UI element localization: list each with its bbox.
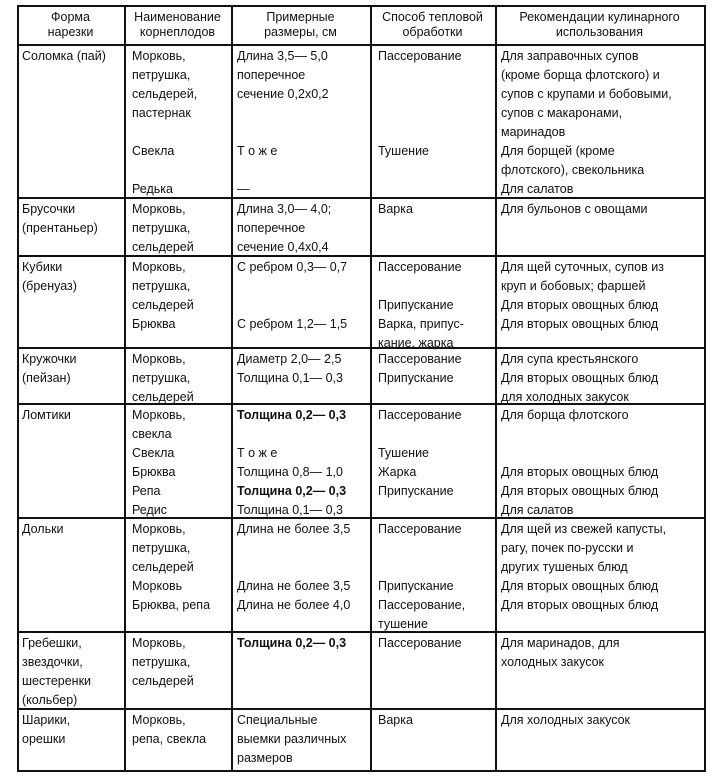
header-sizes: Примерные размеры, см <box>264 10 337 39</box>
cell-method: Припускание <box>378 579 454 593</box>
cell-size: С ребром 0,3— 0,7 <box>237 260 348 274</box>
cell-vegetable: сельдерей <box>132 560 194 574</box>
cell-method: Припускание <box>378 484 454 498</box>
cell-use: круп и бобовых; фаршей <box>501 279 646 293</box>
cell-size: Длина 3,5— 5,0 <box>237 49 328 63</box>
cell-use: Для вторых овощных блюд <box>501 298 659 312</box>
cell-vegetable: петрушка, <box>132 655 191 669</box>
cell-method: Припускание <box>378 298 454 312</box>
header-culinary-use: Рекомендации кулинарного использования <box>519 10 680 39</box>
cell-size: выемки различных <box>237 732 347 746</box>
cell-vegetable: Свекла <box>132 144 175 158</box>
cell-cut-shape: Гребешки, звездочки, шестеренки (кольбер) <box>22 636 92 707</box>
cell-cut-shape: Соломка (пай) <box>22 49 106 63</box>
cell-method: Тушение <box>378 446 430 460</box>
cell-method: Варка <box>378 713 413 727</box>
cell-vegetable: Морковь, <box>132 522 186 536</box>
cell-size: Толщина 0,8— 1,0 <box>237 465 343 479</box>
cell-vegetable: свекла <box>132 427 172 441</box>
cell-use: супов с макаронами, <box>501 106 623 120</box>
cell-use: Для вторых овощных блюд <box>501 598 659 612</box>
cell-vegetable: сельдерей, <box>132 87 198 101</box>
cell-vegetable: Морковь, <box>132 202 186 216</box>
cell-use: Для вторых овощных блюд <box>501 484 659 498</box>
cell-size: Длина 3,0— 4,0; <box>237 202 332 216</box>
header-cut-shape: Форма нарезки <box>47 10 94 39</box>
cell-size: размеров <box>237 751 293 765</box>
cell-method: Пассерование <box>378 352 462 366</box>
cell-use: Для вторых овощных блюд <box>501 371 659 385</box>
cell-vegetable: петрушка, <box>132 221 191 235</box>
cell-vegetable: Морковь, <box>132 260 186 274</box>
cell-use: Для вторых овощных блюд <box>501 579 659 593</box>
cell-vegetable: Брюква <box>132 465 176 479</box>
cell-size: Толщина 0,1— 0,3 <box>237 371 343 385</box>
cell-method: Пассерование <box>378 522 462 536</box>
cell-use: Для щей суточных, супов из <box>501 260 664 274</box>
cell-method: Припускание <box>378 371 454 385</box>
cell-method: Пассерование <box>378 49 462 63</box>
cell-use: (кроме борща флотского) и <box>501 68 660 82</box>
cell-use: Для салатов <box>501 503 574 517</box>
cell-vegetable: Редис <box>132 503 167 517</box>
cell-size: поперечное <box>237 221 306 235</box>
cell-use: маринадов <box>501 125 566 139</box>
cell-method: Варка, припус- <box>378 317 464 331</box>
cell-vegetable: Свекла <box>132 446 175 460</box>
cell-method: Пассерование <box>378 260 462 274</box>
cell-vegetable: репа, свекла <box>132 732 207 746</box>
row-rule <box>17 770 706 772</box>
cell-method: Тушение <box>378 144 430 158</box>
cell-vegetable: Морковь, <box>132 49 186 63</box>
cell-cut-shape: Кружочки (пейзан) <box>22 352 77 385</box>
cell-use: Для заправочных супов <box>501 49 639 63</box>
cell-size: поперечное <box>237 68 306 82</box>
cell-use: Для холодных закусок <box>501 713 631 727</box>
cell-vegetable: Морковь <box>132 579 183 593</box>
cell-vegetable: пастернак <box>132 106 191 120</box>
cell-use: Для салатов <box>501 182 574 196</box>
cell-use: Для вторых овощных блюд <box>501 465 659 479</box>
cell-use: флотского), свекольника <box>501 163 645 177</box>
cell-use: Для борщей (кроме <box>501 144 615 158</box>
row-rule <box>17 5 706 7</box>
cell-method: Жарка <box>378 465 417 479</box>
cell-method: кание, жарка <box>378 336 454 350</box>
cell-vegetable: Морковь, <box>132 636 186 650</box>
cell-use: других тушеных блюд <box>501 560 628 574</box>
cell-use: Для щей из свежей капусты, <box>501 522 667 536</box>
cell-method: тушение <box>378 617 428 631</box>
header-root-vegetables: Наименование корнеплодов <box>134 10 221 39</box>
header-heat-treatment: Способ тепловой обработки <box>382 10 483 39</box>
cell-size: Длина не более 3,5 <box>237 579 351 593</box>
cell-vegetable: сельдерей <box>132 240 194 254</box>
cell-size: сечение 0,4x0,4 <box>237 240 329 254</box>
cell-size: С ребром 1,2— 1,5 <box>237 317 348 331</box>
cell-cut-shape: Кубики (бренуаз) <box>22 260 77 293</box>
cell-vegetable: Морковь, <box>132 352 186 366</box>
cell-vegetable: сельдерей <box>132 390 194 404</box>
cell-use: для холодных закусок <box>501 390 629 404</box>
cell-vegetable: петрушка, <box>132 371 191 385</box>
cell-size: Длина не более 3,5 <box>237 522 351 536</box>
cell-use: холодных закусок <box>501 655 605 669</box>
cell-method: Пассерование <box>378 636 462 650</box>
cell-vegetable: Брюква <box>132 317 176 331</box>
cell-vegetable: сельдерей <box>132 674 194 688</box>
cell-use: Для вторых овощных блюд <box>501 317 659 331</box>
cell-use: супов с крупами и бобовыми, <box>501 87 672 101</box>
cell-vegetable: петрушка, <box>132 279 191 293</box>
cell-cut-shape: Шарики, орешки <box>22 713 71 746</box>
cell-vegetable: Репа <box>132 484 161 498</box>
cell-size: Толщина 0,2— 0,3 <box>237 484 347 498</box>
cell-use: Для маринадов, для <box>501 636 620 650</box>
cell-method: Пассерование <box>378 408 462 422</box>
cell-vegetable: сельдерей <box>132 298 194 312</box>
cell-use: Для бульонов с овощами <box>501 202 648 216</box>
cell-vegetable: Морковь, <box>132 713 186 727</box>
cell-size: сечение 0,2x0,2 <box>237 87 329 101</box>
cell-cut-shape: Ломтики <box>22 408 71 422</box>
cell-size: — <box>237 182 250 196</box>
cell-use: Для борща флотского <box>501 408 629 422</box>
cell-vegetable: петрушка, <box>132 541 191 555</box>
cell-vegetable: петрушка, <box>132 68 191 82</box>
cell-method: Пассерование, <box>378 598 466 612</box>
cell-vegetable: Морковь, <box>132 408 186 422</box>
cell-size: Т о ж е <box>237 446 278 460</box>
column-rule <box>704 5 706 772</box>
cell-method: Варка <box>378 202 413 216</box>
cell-cut-shape: Брусочки (прентаньер) <box>22 202 98 235</box>
cell-use: рагу, почек по-русски и <box>501 541 634 555</box>
cell-size: Толщина 0,2— 0,3 <box>237 636 347 650</box>
cell-size: Длина не более 4,0 <box>237 598 351 612</box>
cell-size: Толщина 0,1— 0,3 <box>237 503 343 517</box>
cell-size: Т о ж е <box>237 144 278 158</box>
cell-size: Толщина 0,2— 0,3 <box>237 408 347 422</box>
cell-size: Диаметр 2,0— 2,5 <box>237 352 342 366</box>
cell-cut-shape: Дольки <box>22 522 64 536</box>
cell-vegetable: Редька <box>132 182 173 196</box>
cell-size: Специальные <box>237 713 318 727</box>
cell-use: Для супа крестьянского <box>501 352 639 366</box>
cell-vegetable: Брюква, репа <box>132 598 211 612</box>
